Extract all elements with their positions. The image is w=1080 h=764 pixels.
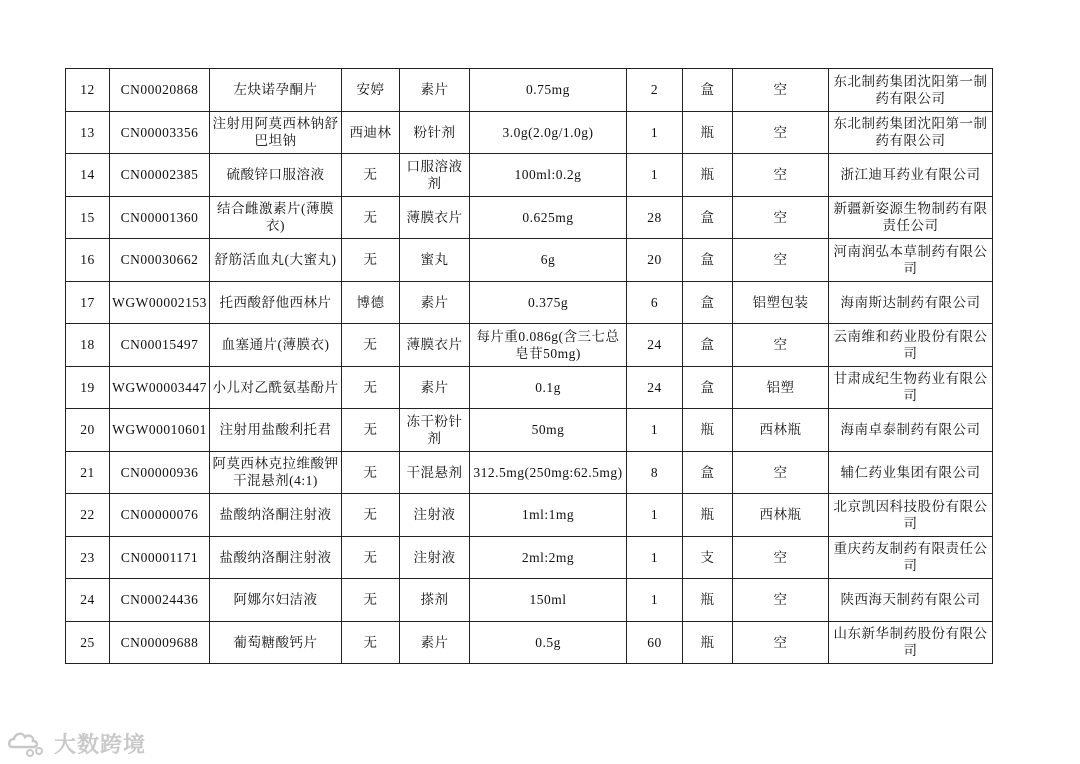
dosage-form-cell: 素片 <box>400 69 470 112</box>
table-row <box>66 536 993 579</box>
manufacturer-cell: 辅仁药业集团有限公司 <box>829 451 993 494</box>
watermark-text: 大数跨境 <box>54 733 147 758</box>
brand-name-cell: 无 <box>342 366 400 409</box>
packaging-cell: 空 <box>733 239 829 282</box>
quantity-cell: 1 <box>627 536 683 579</box>
drug-name-cell: 托西酸舒他西林片 <box>210 281 342 324</box>
manufacturer-cell: 河南润弘本草制药有限公司 <box>829 239 993 282</box>
unit-cell: 盒 <box>683 451 733 494</box>
table-row <box>66 69 993 112</box>
drug-code-cell: CN00000936 <box>110 451 210 494</box>
specification-cell: 312.5mg(250mg:62.5mg) <box>470 451 627 494</box>
row-number-cell: 24 <box>66 579 110 622</box>
row-number-cell: 20 <box>66 409 110 452</box>
unit-cell: 瓶 <box>683 111 733 154</box>
drug-name-cell: 左炔诺孕酮片 <box>210 69 342 112</box>
row-number-cell: 15 <box>66 196 110 239</box>
unit-cell: 瓶 <box>683 154 733 197</box>
manufacturer-cell: 北京凯因科技股份有限公司 <box>829 494 993 537</box>
drug-code-cell: WGW00002153 <box>110 281 210 324</box>
unit-cell: 盒 <box>683 196 733 239</box>
dosage-form-cell: 注射液 <box>400 536 470 579</box>
quantity-cell: 1 <box>627 579 683 622</box>
specification-cell: 6g <box>470 239 627 282</box>
specification-cell: 2ml:2mg <box>470 536 627 579</box>
manufacturer-cell: 浙江迪耳药业有限公司 <box>829 154 993 197</box>
drug-code-cell: WGW00003447 <box>110 366 210 409</box>
unit-cell: 盒 <box>683 324 733 367</box>
specification-cell: 0.375g <box>470 281 627 324</box>
drug-code-cell: CN00001171 <box>110 536 210 579</box>
specification-cell: 每片重0.086g(含三七总皂苷50mg) <box>470 324 627 367</box>
quantity-cell: 2 <box>627 69 683 112</box>
dosage-form-cell: 素片 <box>400 366 470 409</box>
brand-name-cell: 安婷 <box>342 69 400 112</box>
specification-cell: 0.5g <box>470 621 627 664</box>
specification-cell: 50mg <box>470 409 627 452</box>
row-number-cell: 13 <box>66 111 110 154</box>
drug-name-cell: 阿娜尔妇洁液 <box>210 579 342 622</box>
brand-name-cell: 博德 <box>342 281 400 324</box>
quantity-cell: 24 <box>627 324 683 367</box>
drug-name-cell: 葡萄糖酸钙片 <box>210 621 342 664</box>
drug-name-cell: 注射用阿莫西林钠舒巴坦钠 <box>210 111 342 154</box>
table-row <box>66 239 993 282</box>
packaging-cell: 空 <box>733 196 829 239</box>
packaging-cell: 西林瓶 <box>733 494 829 537</box>
row-number-cell: 17 <box>66 281 110 324</box>
unit-cell: 盒 <box>683 239 733 282</box>
packaging-cell: 西林瓶 <box>733 409 829 452</box>
drug-name-cell: 硫酸锌口服溶液 <box>210 154 342 197</box>
dosage-form-cell: 干混悬剂 <box>400 451 470 494</box>
drug-name-cell: 血塞通片(薄膜衣) <box>210 324 342 367</box>
brand-name-cell: 无 <box>342 579 400 622</box>
row-number-cell: 21 <box>66 451 110 494</box>
quantity-cell: 24 <box>627 366 683 409</box>
table-row <box>66 154 993 197</box>
row-number-cell: 12 <box>66 69 110 112</box>
unit-cell: 瓶 <box>683 579 733 622</box>
drug-name-cell: 结合雌激素片(薄膜衣) <box>210 196 342 239</box>
unit-cell: 瓶 <box>683 409 733 452</box>
dosage-form-cell: 素片 <box>400 621 470 664</box>
manufacturer-cell: 云南维和药业股份有限公司 <box>829 324 993 367</box>
table-row <box>66 579 993 622</box>
unit-cell: 盒 <box>683 281 733 324</box>
unit-cell: 瓶 <box>683 621 733 664</box>
manufacturer-cell: 重庆药友制药有限责任公司 <box>829 536 993 579</box>
row-number-cell: 18 <box>66 324 110 367</box>
table-row <box>66 621 993 664</box>
drug-code-cell: CN00003356 <box>110 111 210 154</box>
drug-name-cell: 盐酸纳洛酮注射液 <box>210 536 342 579</box>
quantity-cell: 1 <box>627 154 683 197</box>
dosage-form-cell: 注射液 <box>400 494 470 537</box>
dosage-form-cell: 搽剂 <box>400 579 470 622</box>
drug-code-cell: CN00020868 <box>110 69 210 112</box>
manufacturer-cell: 海南卓泰制药有限公司 <box>829 409 993 452</box>
quantity-cell: 6 <box>627 281 683 324</box>
unit-cell: 支 <box>683 536 733 579</box>
brand-name-cell: 无 <box>342 196 400 239</box>
drug-code-cell: WGW00010601 <box>110 409 210 452</box>
packaging-cell: 铝塑 <box>733 366 829 409</box>
drug-table <box>65 68 993 664</box>
table-row <box>66 494 993 537</box>
packaging-cell: 空 <box>733 621 829 664</box>
quantity-cell: 20 <box>627 239 683 282</box>
dosage-form-cell: 薄膜衣片 <box>400 324 470 367</box>
drug-code-cell: CN00024436 <box>110 579 210 622</box>
manufacturer-cell: 海南斯达制药有限公司 <box>829 281 993 324</box>
packaging-cell: 铝塑包装 <box>733 281 829 324</box>
specification-cell: 1ml:1mg <box>470 494 627 537</box>
table-row <box>66 451 993 494</box>
packaging-cell: 空 <box>733 579 829 622</box>
manufacturer-cell: 陕西海天制药有限公司 <box>829 579 993 622</box>
row-number-cell: 16 <box>66 239 110 282</box>
brand-name-cell: 无 <box>342 239 400 282</box>
table-row <box>66 281 993 324</box>
drug-name-cell: 注射用盐酸利托君 <box>210 409 342 452</box>
brand-name-cell: 无 <box>342 621 400 664</box>
row-number-cell: 19 <box>66 366 110 409</box>
dosage-form-cell: 薄膜衣片 <box>400 196 470 239</box>
quantity-cell: 60 <box>627 621 683 664</box>
watermark <box>6 728 146 759</box>
manufacturer-cell: 甘肃成纪生物药业有限公司 <box>829 366 993 409</box>
drug-code-cell: CN00015497 <box>110 324 210 367</box>
quantity-cell: 1 <box>627 494 683 537</box>
table-row <box>66 409 993 452</box>
drug-name-cell: 盐酸纳洛酮注射液 <box>210 494 342 537</box>
drug-code-cell: CN00001360 <box>110 196 210 239</box>
packaging-cell: 空 <box>733 111 829 154</box>
packaging-cell: 空 <box>733 451 829 494</box>
specification-cell: 0.625mg <box>470 196 627 239</box>
manufacturer-cell: 新疆新姿源生物制药有限责任公司 <box>829 196 993 239</box>
drug-code-cell: CN00030662 <box>110 239 210 282</box>
unit-cell: 瓶 <box>683 494 733 537</box>
table-row <box>66 324 993 367</box>
cloud-logo-icon <box>6 729 50 759</box>
drug-code-cell: CN00002385 <box>110 154 210 197</box>
table-row <box>66 366 993 409</box>
brand-name-cell: 西迪林 <box>342 111 400 154</box>
table-row <box>66 196 993 239</box>
unit-cell: 盒 <box>683 366 733 409</box>
drug-name-cell: 舒筋活血丸(大蜜丸) <box>210 239 342 282</box>
row-number-cell: 14 <box>66 154 110 197</box>
drug-name-cell: 小儿对乙酰氨基酚片 <box>210 366 342 409</box>
quantity-cell: 1 <box>627 409 683 452</box>
specification-cell: 3.0g(2.0g/1.0g) <box>470 111 627 154</box>
dosage-form-cell: 素片 <box>400 281 470 324</box>
row-number-cell: 25 <box>66 621 110 664</box>
packaging-cell: 空 <box>733 69 829 112</box>
brand-name-cell: 无 <box>342 409 400 452</box>
dosage-form-cell: 粉针剂 <box>400 111 470 154</box>
quantity-cell: 28 <box>627 196 683 239</box>
dosage-form-cell: 冻干粉针剂 <box>400 409 470 452</box>
brand-name-cell: 无 <box>342 451 400 494</box>
packaging-cell: 空 <box>733 154 829 197</box>
brand-name-cell: 无 <box>342 154 400 197</box>
manufacturer-cell: 东北制药集团沈阳第一制药有限公司 <box>829 111 993 154</box>
specification-cell: 0.1g <box>470 366 627 409</box>
specification-cell: 150ml <box>470 579 627 622</box>
specification-cell: 0.75mg <box>470 69 627 112</box>
dosage-form-cell: 口服溶液剂 <box>400 154 470 197</box>
manufacturer-cell: 山东新华制药股份有限公司 <box>829 621 993 664</box>
specification-cell: 100ml:0.2g <box>470 154 627 197</box>
packaging-cell: 空 <box>733 536 829 579</box>
brand-name-cell: 无 <box>342 536 400 579</box>
quantity-cell: 1 <box>627 111 683 154</box>
packaging-cell: 空 <box>733 324 829 367</box>
brand-name-cell: 无 <box>342 324 400 367</box>
unit-cell: 盒 <box>683 69 733 112</box>
row-number-cell: 22 <box>66 494 110 537</box>
drug-code-cell: CN00000076 <box>110 494 210 537</box>
row-number-cell: 23 <box>66 536 110 579</box>
quantity-cell: 8 <box>627 451 683 494</box>
drug-name-cell: 阿莫西林克拉维酸钾干混悬剂(4:1) <box>210 451 342 494</box>
dosage-form-cell: 蜜丸 <box>400 239 470 282</box>
drug-code-cell: CN00009688 <box>110 621 210 664</box>
brand-name-cell: 无 <box>342 494 400 537</box>
table-row <box>66 111 993 154</box>
manufacturer-cell: 东北制药集团沈阳第一制药有限公司 <box>829 69 993 112</box>
